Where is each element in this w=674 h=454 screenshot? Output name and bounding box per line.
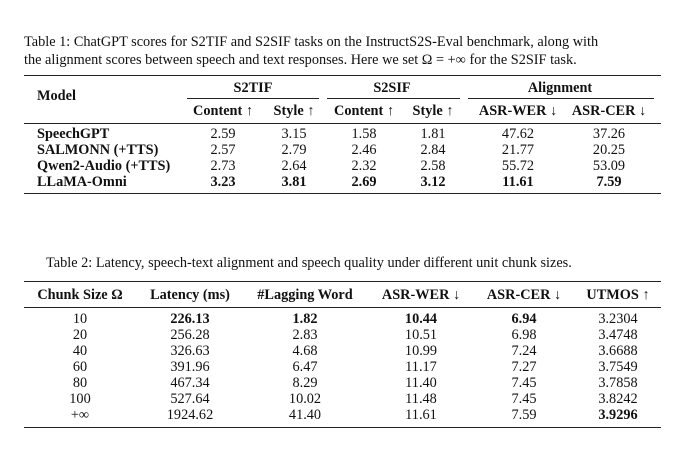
table2-cell: 41.40 bbox=[288, 407, 322, 423]
table1-cell-best: 3.81 bbox=[281, 174, 307, 190]
table1-caption-line1: Table 1: ChatGPT scores for S2TIF and S2SIF tasks on the InstructS2S-Eval benchmark, along with bbox=[24, 34, 599, 50]
table2-cell: 7.45 bbox=[511, 375, 537, 391]
table1-cell: 2.59 bbox=[210, 126, 236, 142]
table2-cell: 8.29 bbox=[292, 375, 318, 391]
table2-header: ASR-CER ↓ bbox=[486, 287, 562, 303]
table1-cell: 21.77 bbox=[501, 142, 535, 158]
table2-cell: 3.4748 bbox=[598, 327, 638, 343]
table1-cmidrule-alignment bbox=[468, 98, 654, 99]
table2-cell: 11.40 bbox=[405, 375, 437, 391]
table2-cell: 10.51 bbox=[404, 327, 438, 343]
table1-cell: 2.58 bbox=[420, 158, 446, 174]
table1-cell-best: 3.23 bbox=[210, 174, 236, 190]
table1-row-model: LLaMA-Omni bbox=[37, 174, 127, 190]
table1-group-s2tif: S2TIF bbox=[233, 80, 273, 96]
table2-cell: 11.61 bbox=[405, 407, 437, 423]
table1-cell-best: 11.61 bbox=[502, 174, 534, 190]
table1-group-s2sif: S2SIF bbox=[373, 80, 411, 96]
table1-group-alignment: Alignment bbox=[527, 80, 593, 96]
table1-top-rule bbox=[24, 75, 661, 76]
table1-cell: 2.64 bbox=[281, 158, 307, 174]
table2-cell: 11.48 bbox=[405, 391, 437, 407]
table1-cell: 2.79 bbox=[281, 142, 307, 158]
table2-caption: Table 2: Latency, speech-text alignment and speech quality under different unit chunk sizes. bbox=[46, 255, 572, 271]
table1-cell: 2.32 bbox=[351, 158, 377, 174]
table1-row-model: SALMONN (+TTS) bbox=[37, 142, 159, 158]
table2-cell: 40 bbox=[72, 343, 88, 359]
table2-cell: 20 bbox=[72, 327, 88, 343]
table2-cell: 10 bbox=[72, 311, 88, 327]
table2-cell-best: 10.44 bbox=[404, 311, 438, 327]
table2-cell: 3.2304 bbox=[598, 311, 638, 327]
table1-cmidrule-s2tif bbox=[187, 98, 319, 99]
table1-cell: 2.84 bbox=[420, 142, 446, 158]
table1-cell-best: 3.12 bbox=[420, 174, 446, 190]
table2-cell: 60 bbox=[72, 359, 88, 375]
table2-cell: 3.6688 bbox=[598, 343, 638, 359]
table1-cell: 47.62 bbox=[501, 126, 535, 142]
table2-cell: 527.64 bbox=[170, 391, 210, 407]
table2-cell: 3.7858 bbox=[598, 375, 638, 391]
table2-cell-best: 3.9296 bbox=[598, 407, 638, 423]
table2-cell: 80 bbox=[72, 375, 88, 391]
table2-cell: 3.8242 bbox=[598, 391, 638, 407]
table2-top-rule bbox=[24, 281, 661, 282]
table2-cell: 1924.62 bbox=[166, 407, 214, 423]
table2-cell: 467.34 bbox=[170, 375, 210, 391]
table2-cell: 7.45 bbox=[511, 391, 537, 407]
table2-header: ASR-WER ↓ bbox=[381, 287, 461, 303]
table1-cell: 53.09 bbox=[592, 158, 626, 174]
table2-cell: 7.27 bbox=[511, 359, 537, 375]
table1-cell: 37.26 bbox=[592, 126, 626, 142]
table2-cell: 2.83 bbox=[292, 327, 318, 343]
table1-cell: 55.72 bbox=[501, 158, 535, 174]
table1-subheader: ASR-CER ↓ bbox=[571, 103, 647, 119]
table1-cell: 1.81 bbox=[420, 126, 446, 142]
table2-header: Chunk Size Ω bbox=[37, 287, 123, 303]
table1-caption bbox=[24, 33, 664, 69]
table1-subheader: ASR-WER ↓ bbox=[478, 103, 558, 119]
table2-cell: 256.28 bbox=[170, 327, 210, 343]
table1-subheader: Content ↑ bbox=[193, 103, 253, 119]
table2-cell: 3.7549 bbox=[598, 359, 638, 375]
table2-cell: 6.47 bbox=[292, 359, 318, 375]
table1-cell-best: 2.69 bbox=[351, 174, 377, 190]
table2-cell: 10.99 bbox=[404, 343, 438, 359]
table1-cell-best: 7.59 bbox=[596, 174, 622, 190]
table2-cell: 6.98 bbox=[511, 327, 537, 343]
table2-cell: 100 bbox=[69, 391, 91, 407]
table2-bottom-rule bbox=[24, 427, 661, 428]
table2-cell: 326.63 bbox=[170, 343, 210, 359]
table1-subheader: Style ↑ bbox=[273, 103, 315, 119]
table1-cmidrule-s2sif bbox=[327, 98, 460, 99]
table1-cell: 2.46 bbox=[351, 142, 377, 158]
table2-cell: 10.02 bbox=[288, 391, 322, 407]
table2-cell: 7.24 bbox=[511, 343, 537, 359]
table1-row-model: Qwen2-Audio (+TTS) bbox=[37, 158, 171, 174]
table1-row-model: SpeechGPT bbox=[37, 126, 110, 142]
table2-cell: 4.68 bbox=[292, 343, 318, 359]
table2-header: UTMOS ↑ bbox=[586, 287, 650, 303]
table1-model-header: Model bbox=[37, 88, 76, 104]
table2-cell: +∞ bbox=[70, 407, 90, 423]
table1-caption-line2: the alignment scores between speech and text responses. Here we set Ω = +∞ for the S2SIF task. bbox=[24, 52, 577, 68]
table1-cell: 20.25 bbox=[592, 142, 626, 158]
table2-mid-rule bbox=[24, 307, 661, 308]
table1-mid-rule bbox=[24, 123, 661, 124]
table2-cell: 391.96 bbox=[170, 359, 210, 375]
table1-bottom-rule bbox=[24, 193, 661, 194]
table2-header: Latency (ms) bbox=[150, 287, 230, 303]
table1-subheader: Content ↑ bbox=[334, 103, 394, 119]
table2-header: #Lagging Word bbox=[257, 287, 353, 303]
table1-cell: 2.73 bbox=[210, 158, 236, 174]
table2-cell-best: 6.94 bbox=[511, 311, 537, 327]
table2-cell-best: 226.13 bbox=[170, 311, 210, 327]
table2-cell: 7.59 bbox=[511, 407, 537, 423]
table1-cell: 2.57 bbox=[210, 142, 236, 158]
table1-subheader: Style ↑ bbox=[412, 103, 454, 119]
table1-cell: 3.15 bbox=[281, 126, 307, 142]
table2-cell-best: 1.82 bbox=[292, 311, 318, 327]
table2-cell: 11.17 bbox=[405, 359, 437, 375]
table1-cell: 1.58 bbox=[351, 126, 377, 142]
